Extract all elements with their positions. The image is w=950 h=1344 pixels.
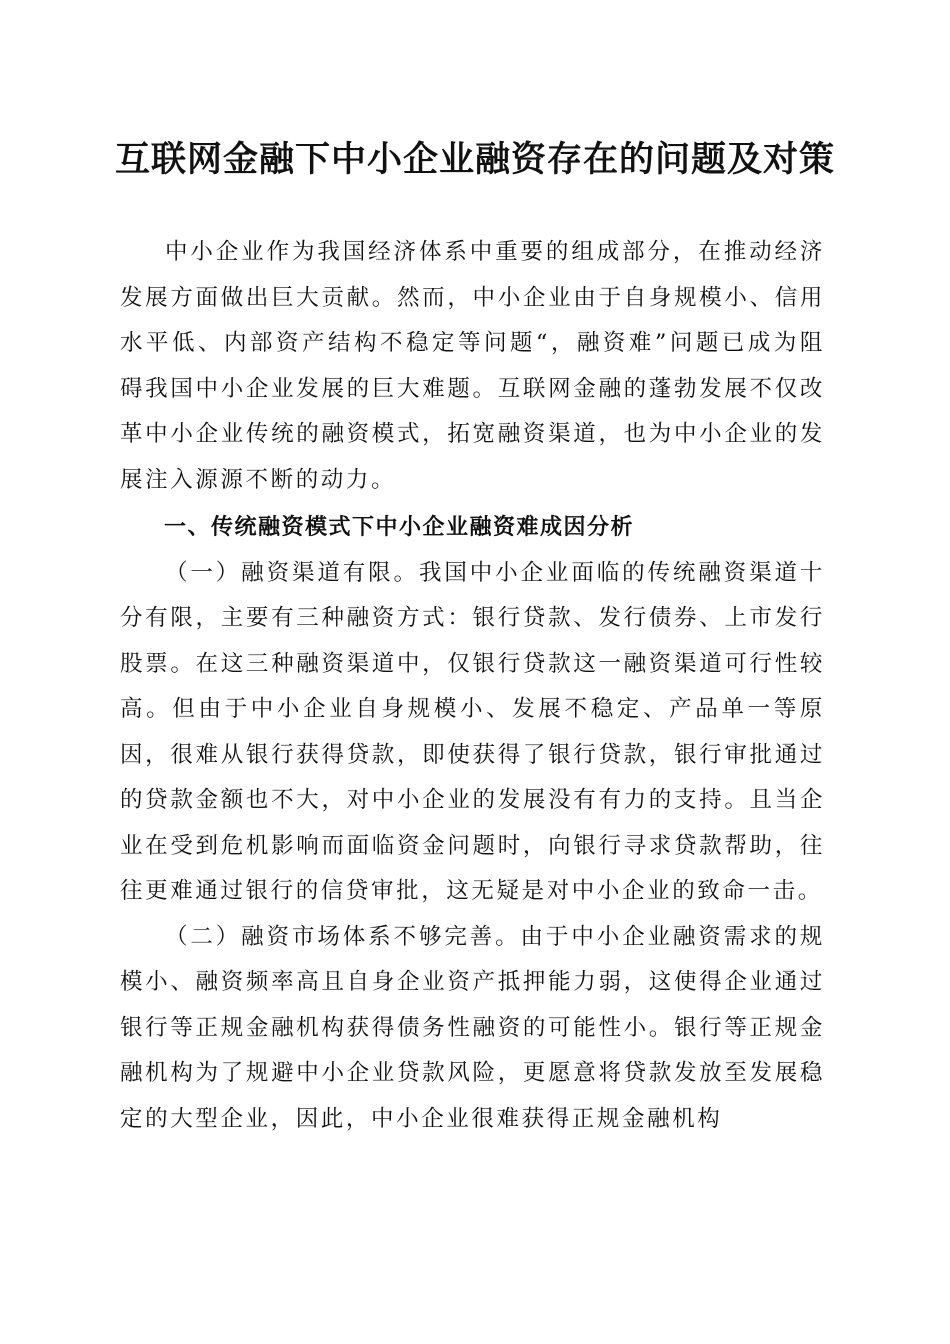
paragraph-financing-channels: （一）融资渠道有限。我国中小企业面临的传统融资渠道十分有限，主要有三种融资方式：银行贷款、发行债券、上市发行股票。在这三种融资渠道中，仅银行贷款这一融资渠道可行性较高。但由于中小企业自身规模小、发展不稳定、产品单一等原因，很难从银行获得贷款，即使获得了银行贷款，银行审批通过的贷款金额也不大，对中小企业的发展没有有力的支持。且当企业在受到危机影响而面临资金问题时，向银行寻求贷款帮助，往往更难通过银行的信贷审批，这无疑是对中小企业的致命一击。 <box>120 559 825 904</box>
section-heading: 一、传统融资模式下中小企业融资难成因分析 <box>164 515 635 540</box>
document-body <box>120 230 825 1142</box>
document-title: 互联网金融下中小企业融资存在的问题及对策 <box>114 139 835 180</box>
intro-paragraph: 中小企业作为我国经济体系中重要的组成部分，在推动经济发展方面做出巨大贡献。然而，中小企业由于自身规模小、信用水平低、内部资产结构不稳定等问题“，融资难”问题已成为阻碍我国中小企业发展的巨大难题。互联网金融的蓬勃发展不仅改革中小企业传统的融资模式，拓宽融资渠道，也为中小企业的发展注入源源不断的动力。 <box>120 239 825 493</box>
paragraph-market-system: （二）融资市场体系不够完善。由于中小企业融资需求的规模小、融资频率高且自身企业资产抵押能力弱，这使得企业通过银行等正规金融机构获得债务性融资的可能性小。银行等正规金融机构为了规避中小企业贷款风险，更愿意将贷款发放至发展稳定的大型企业，因此，中小企业很难获得正规金融机构 <box>120 923 825 1132</box>
